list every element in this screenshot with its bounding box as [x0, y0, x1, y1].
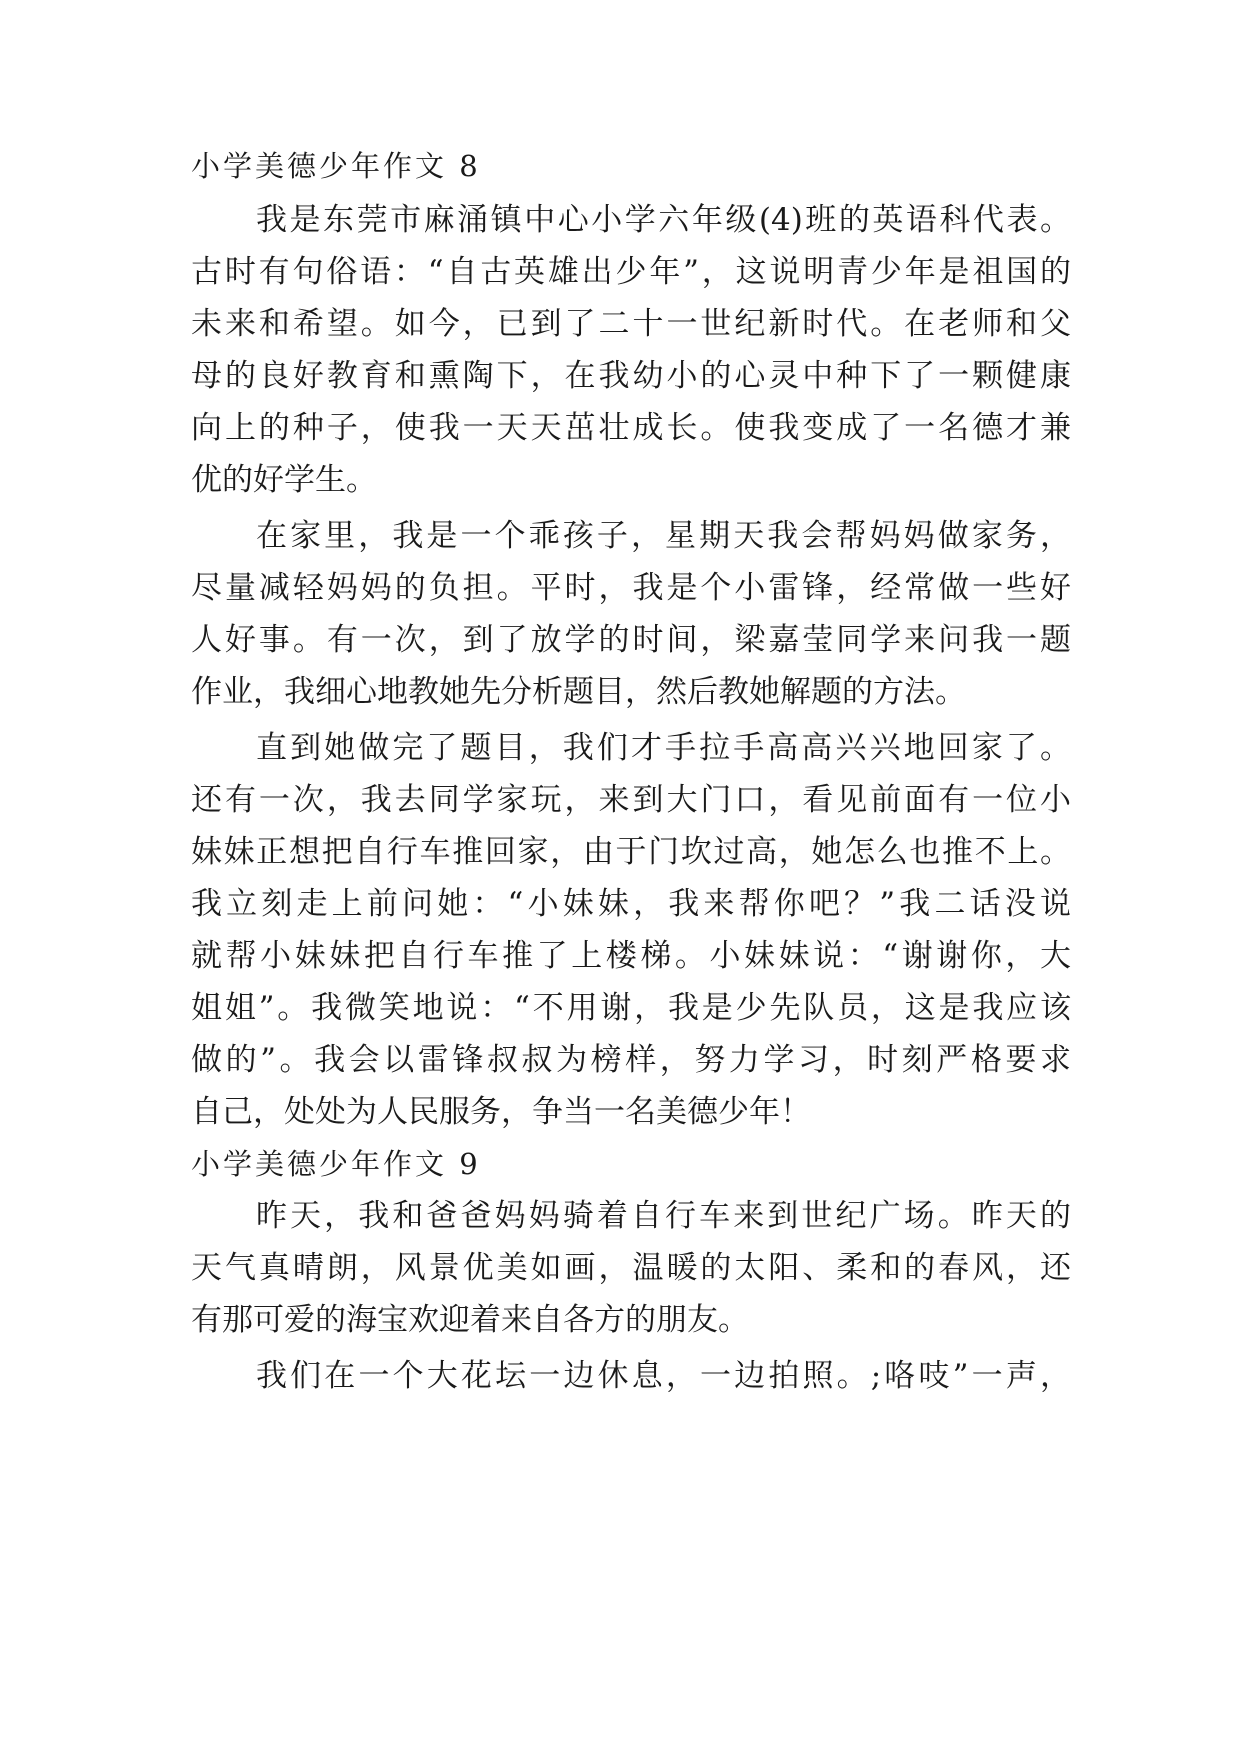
section-heading: 小学美德少年作文 8	[191, 149, 481, 183]
text-line: 我立刻走上前问她：“小妹妹，我来帮你吧？”我二话没说	[191, 886, 1071, 922]
text-line: 人好事。有一次，到了放学的时间，梁嘉莹同学来问我一题	[191, 622, 1071, 658]
text-line: 在家里，我是一个乖孩子，星期天我会帮妈妈做家务，	[256, 518, 1071, 554]
text-line: 我是东莞市麻涌镇中心小学六年级(4)班的英语科代表。	[256, 202, 1071, 238]
text-line: 妹妹正想把自行车推回家，由于门坎过高，她怎么也推不上。	[191, 834, 1071, 870]
text-line: 母的良好教育和熏陶下，在我幼小的心灵中种下了一颗健康	[191, 358, 1071, 394]
text-line: 还有一次，我去同学家玩，来到大门口，看见前面有一位小	[191, 782, 1071, 818]
text-line: 优的好学生。	[191, 462, 377, 498]
text-line: 我们在一个大花坛一边休息，一边拍照。;咯吱”一声，	[256, 1358, 1071, 1394]
text-line: 自己，处处为人民服务，争当一名美德少年！	[191, 1094, 811, 1130]
text-line: 就帮小妹妹把自行车推了上楼梯。小妹妹说：“谢谢你，大	[191, 938, 1071, 974]
text-line: 姐姐”。我微笑地说：“不用谢，我是少先队员，这是我应该	[191, 990, 1071, 1026]
text-line: 作业，我细心地教她先分析题目，然后教她解题的方法。	[191, 674, 966, 710]
text-line: 向上的种子，使我一天天茁壮成长。使我变成了一名德才兼	[191, 410, 1071, 446]
text-line: 做的”。我会以雷锋叔叔为榜样，努力学习，时刻严格要求	[191, 1042, 1071, 1078]
text-line: 尽量减轻妈妈的负担。平时，我是个小雷锋，经常做一些好	[191, 570, 1071, 606]
text-line: 直到她做完了题目，我们才手拉手高高兴兴地回家了。	[256, 730, 1071, 766]
text-line: 古时有句俗语：“自古英雄出少年”，这说明青少年是祖国的	[191, 254, 1071, 290]
text-line: 天气真晴朗，风景优美如画，温暖的太阳、柔和的春风，还	[191, 1250, 1071, 1286]
text-line: 有那可爱的海宝欢迎着来自各方的朋友。	[191, 1302, 749, 1338]
section-heading: 小学美德少年作文 9	[191, 1147, 481, 1181]
text-line: 未来和希望。如今，已到了二十一世纪新时代。在老师和父	[191, 306, 1071, 342]
text-line: 昨天，我和爸爸妈妈骑着自行车来到世纪广场。昨天的	[256, 1198, 1071, 1234]
